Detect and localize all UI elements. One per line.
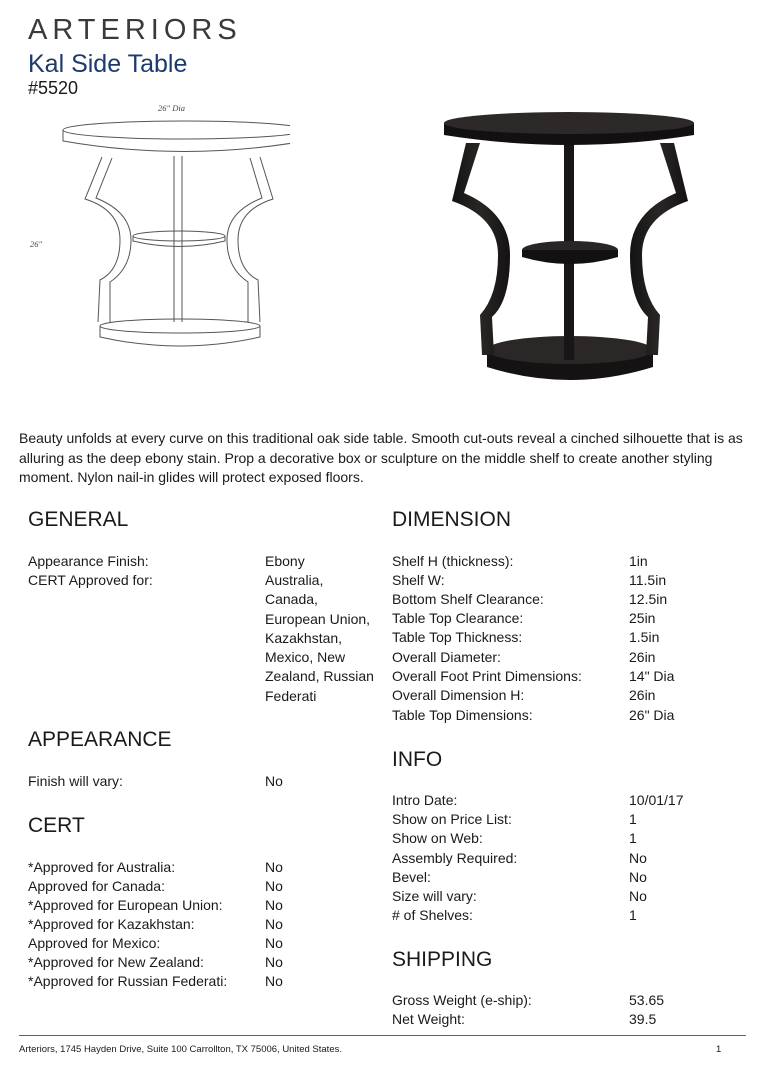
row-label: CERT Approved for: <box>28 572 153 588</box>
row-label: Overall Dimension H: <box>392 687 525 703</box>
dimension-drawing <box>30 100 290 365</box>
row-value: No <box>265 954 283 970</box>
row-value: 26in <box>629 687 656 703</box>
row-label: Show on Price List: <box>392 811 512 827</box>
cert-approved-line: Canada, <box>265 591 318 608</box>
row-label: Assembly Required: <box>392 850 518 866</box>
row-value: Ebony <box>265 553 305 569</box>
row-label: *Approved for New Zealand: <box>28 954 204 970</box>
row-label: *Approved for European Union: <box>28 897 223 913</box>
row-value: No <box>629 869 647 885</box>
cert-approved-line: Kazakhstan, <box>265 629 343 646</box>
section-shipping-title: SHIPPING <box>392 948 493 971</box>
row-value: 25in <box>629 610 656 626</box>
drawing-diameter-label: 26" Dia <box>158 103 185 113</box>
row-value: No <box>629 850 647 866</box>
footer-divider <box>19 1035 746 1036</box>
row-value: No <box>265 935 283 951</box>
row-label: Table Top Clearance: <box>392 610 524 626</box>
cert-approved-values <box>265 571 374 706</box>
section-dimension-title: DIMENSION <box>392 508 512 531</box>
row-value: 1.5in <box>629 629 660 645</box>
row-label: Size will vary: <box>392 888 477 904</box>
row-value: No <box>629 888 647 904</box>
row-label: Gross Weight (e-ship): <box>392 992 532 1008</box>
row-value: No <box>265 916 283 932</box>
row-label: Overall Diameter: <box>392 649 501 665</box>
section-cert-title: CERT <box>28 814 85 837</box>
cert-approved-line: Zealand, Russian <box>265 668 374 685</box>
row-label: Table Top Thickness: <box>392 629 523 645</box>
row-value: 53.65 <box>629 992 665 1008</box>
row-label: Approved for Mexico: <box>28 935 161 951</box>
section-info-title: INFO <box>392 748 443 771</box>
drawing-height-label: 26" <box>30 239 43 249</box>
row-label: Table Top Dimensions: <box>392 707 533 723</box>
row-value: No <box>265 973 283 989</box>
row-value: No <box>265 897 283 913</box>
section-appearance-title: APPEARANCE <box>28 728 172 751</box>
row-label: *Approved for Kazakhstan: <box>28 916 195 932</box>
row-label: Overall Foot Print Dimensions: <box>392 668 582 684</box>
page-number: 1 <box>716 1044 722 1055</box>
row-value: 14" Dia <box>629 668 675 684</box>
cert-approved-line: Mexico, New <box>265 649 346 666</box>
row-value: 10/01/17 <box>629 792 684 808</box>
row-value: 11.5in <box>629 572 667 588</box>
row-value: 39.5 <box>629 1011 657 1027</box>
row-label: Bevel: <box>392 869 431 885</box>
row-value: 1in <box>629 553 648 569</box>
row-value: 26" Dia <box>629 707 675 723</box>
row-label: Shelf H (thickness): <box>392 553 514 569</box>
product-photo <box>430 105 710 395</box>
product-description: Beauty unfolds at every curve on this traditional oak side table. Smooth cut-outs reveal a cinched silhouette that is as alluring as the deep ebony stain. Prop a decorative box or sculpture on the middle shelf to create another styling moment. Nylon nail-in glides will protect exposed floors. <box>19 430 743 485</box>
row-value: 1 <box>629 830 637 846</box>
row-value: No <box>265 878 283 894</box>
product-sku: #5520 <box>28 78 79 98</box>
row-label: Finish will vary: <box>28 773 123 789</box>
row-label: Bottom Shelf Clearance: <box>392 591 544 607</box>
row-label: *Approved for Russian Federati: <box>28 973 228 989</box>
row-value: 12.5in <box>629 591 668 607</box>
brand-logo-text: ARTERIORS <box>28 14 242 46</box>
row-value: No <box>265 773 283 789</box>
row-label: *Approved for Australia: <box>28 859 176 875</box>
row-value: 26in <box>629 649 656 665</box>
cert-approved-line: European Union, <box>265 610 371 627</box>
cert-approved-line: Federati <box>265 687 317 704</box>
row-value: No <box>265 859 283 875</box>
footer-address: Arteriors, 1745 Hayden Drive, Suite 100 Carrollton, TX 75006, United States. <box>19 1044 342 1055</box>
row-label: Show on Web: <box>392 830 483 846</box>
row-label: Net Weight: <box>392 1011 465 1027</box>
row-value: 1 <box>629 907 637 923</box>
row-label: Shelf W: <box>392 572 445 588</box>
row-value: 1 <box>629 811 637 827</box>
row-label: Appearance Finish: <box>28 553 149 569</box>
row-label: Approved for Canada: <box>28 878 165 894</box>
row-label: # of Shelves: <box>392 907 473 923</box>
section-general-title: GENERAL <box>28 508 129 531</box>
row-label: Intro Date: <box>392 792 458 808</box>
cert-approved-line: Australia, <box>265 572 324 588</box>
product-title: Kal Side Table <box>28 50 188 78</box>
